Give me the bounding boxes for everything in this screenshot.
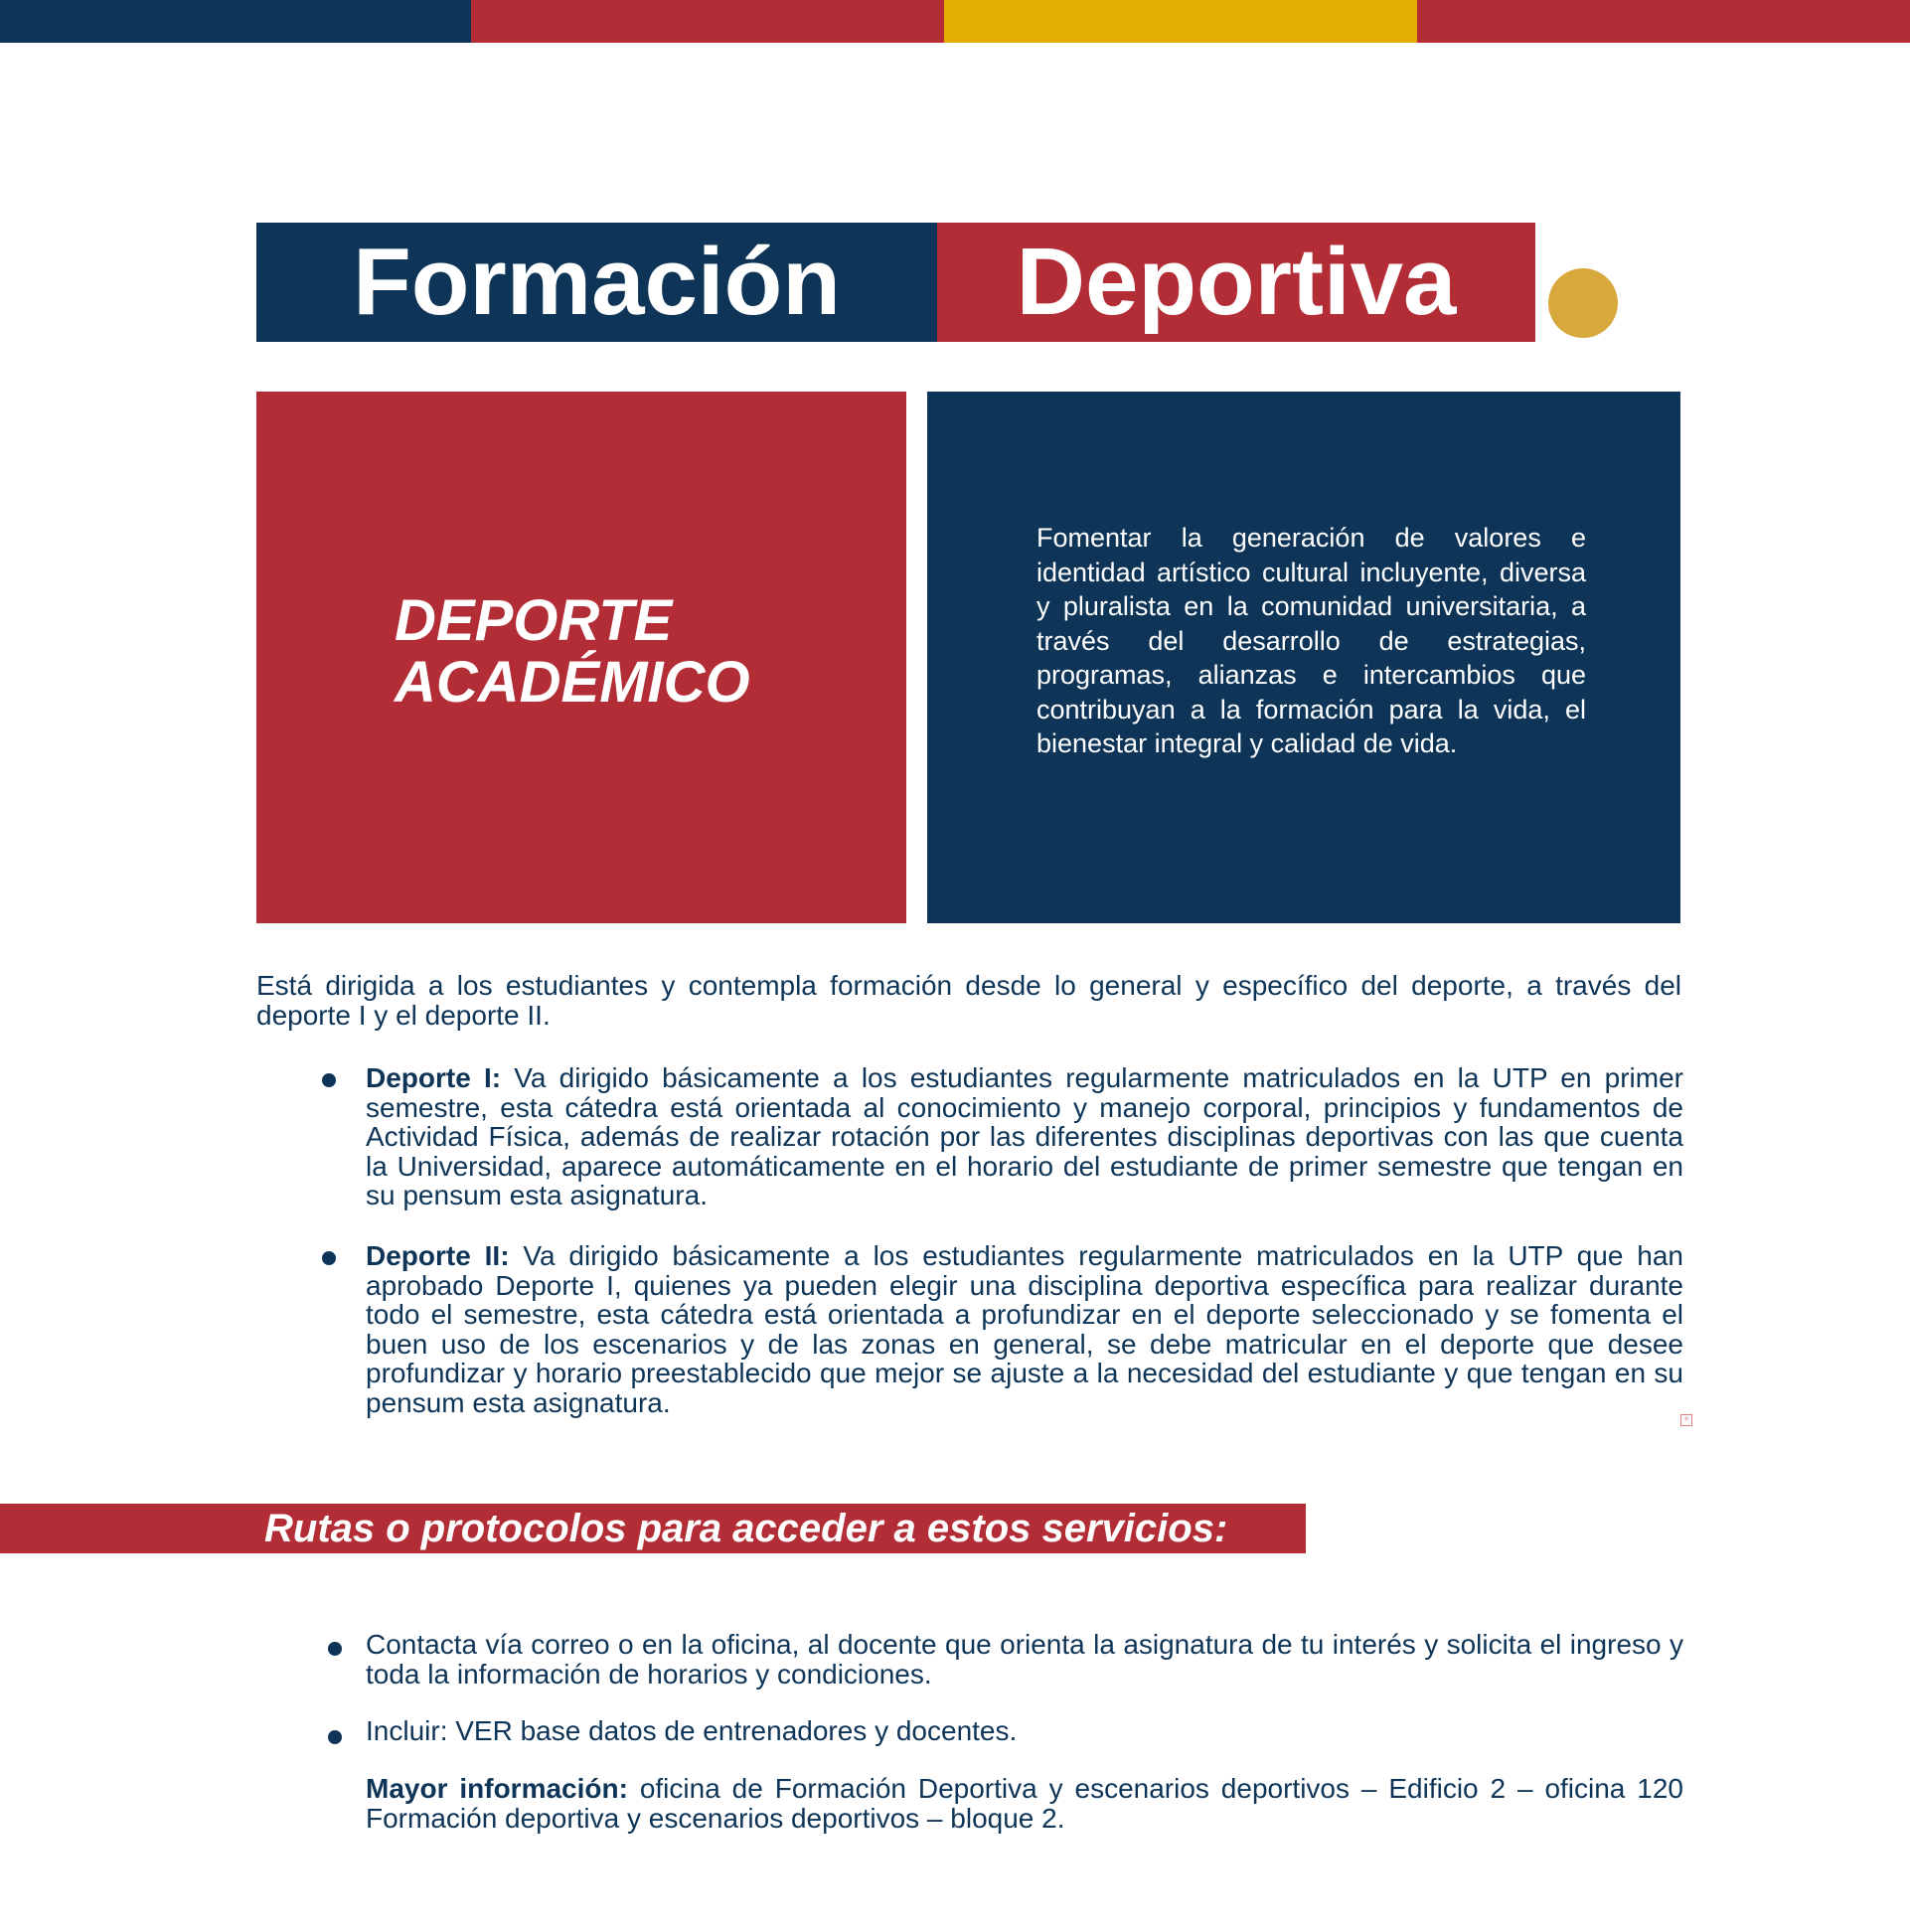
bullet-icon xyxy=(322,1073,336,1087)
list-item-text: Va dirigido básicamente a los estudiantes regularmente matriculados en la UTP que han aprobado Deporte I, quienes ya pueden elegir una disciplina deportiva específica para realizar durante todo el semestre, esta cátedra está orientada a profundizar en el deporte seleccionado y se fomenta el buen uso de los escenarios y de las zonas en general, se debe matricular en el deporte que desee profundizar y horario preestablecido que mejor se ajuste a la necesidad del estudiante y que tengan en su pensum esta asignatura. xyxy=(366,1240,1683,1418)
list-item-deporte-1 xyxy=(366,1063,1683,1210)
more-info-label: Mayor información: xyxy=(366,1773,628,1804)
bullet-icon xyxy=(328,1730,342,1744)
section-panel-red xyxy=(256,392,906,923)
intro-paragraph: Está dirigida a los estudiantes y contempla formación desde lo general y específico del deporte, a través del deporte I y el deporte II. xyxy=(256,970,1681,1031)
routes-banner xyxy=(0,1504,1306,1553)
decorative-dot xyxy=(1548,268,1618,338)
top-stripe-yellow xyxy=(944,0,1417,43)
top-stripe-red xyxy=(471,0,944,43)
top-stripe-navy xyxy=(0,0,471,43)
mission-text: Fomentar la generación de valores e identidad artístico cultural incluyente, diversa y pluralista en la comunidad universitaria, a través del desarrollo de estrategias, programas, alianzas e intercambios que contribuyan a la formación para la vida, el bienestar integral y calidad de vida. xyxy=(1036,523,1586,758)
more-info-text: oficina de Formación Deportiva y escenarios deportivos – Edificio 2 – oficina 120 Formación deportiva y escenarios deportivos – bloque 2. xyxy=(366,1773,1683,1834)
section-heading-line2: ACADÉMICO xyxy=(395,650,750,715)
top-stripe-red-2 xyxy=(1417,0,1910,43)
plus-icon: + xyxy=(1680,1414,1692,1426)
bullet-icon xyxy=(322,1251,336,1265)
bullet-icon xyxy=(328,1642,342,1656)
list-item-label: Deporte II: xyxy=(366,1240,510,1271)
routes-title: Rutas o protocolos para acceder a estos servicios: xyxy=(264,1507,1228,1550)
section-heading xyxy=(395,590,750,714)
list-item-deporte-2 xyxy=(366,1241,1683,1417)
route-item: Contacta vía correo o en la oficina, al docente que orienta la asignatura de tu interés y solicita el ingreso y toda la información de horarios y condiciones. xyxy=(366,1629,1683,1690)
list-item-label: Deporte I: xyxy=(366,1062,502,1093)
section-heading-line1: DEPORTE xyxy=(395,588,673,653)
page-title-part2: Deportiva xyxy=(937,223,1535,342)
route-item: Incluir: VER base datos de entrenadores y docentes. xyxy=(366,1715,1018,1746)
list-item-text: Va dirigido básicamente a los estudiantes regularmente matriculados en la UTP en primer semestre, esta cátedra está orientada al conocimiento y manejo corporal, principios y fundamentos de Actividad Física, además de realizar rotación por las diferentes disciplinas deportivas con las que cuenta la Universidad, aparece automáticamente en el horario del estudiante de primer semestre que tengan en su pensum esta asignatura. xyxy=(366,1062,1683,1210)
more-info xyxy=(366,1774,1683,1833)
page-title-part1: Formación xyxy=(256,223,937,342)
mission-panel xyxy=(927,392,1680,923)
